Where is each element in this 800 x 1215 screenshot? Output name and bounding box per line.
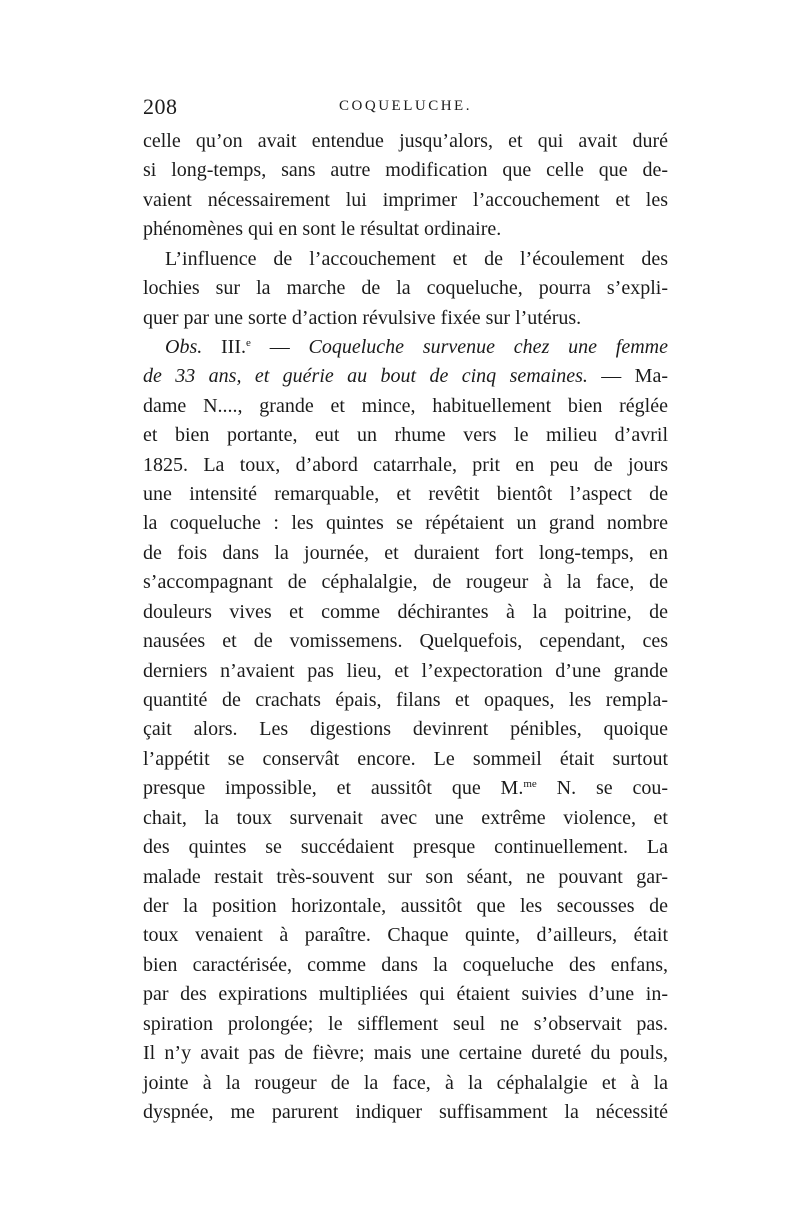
text-line: vaient nécessairement lui imprimer l’accouchement et les <box>143 188 668 211</box>
italic-text: Obs. <box>165 335 203 358</box>
text-line: une intensité remarquable, et revêtit bientôt l’aspect de <box>143 483 668 506</box>
text-line: douleurs vives et comme déchirantes à la poitrine, de <box>143 600 668 623</box>
text-line: dyspnée, me parurent indiquer suffisamment la nécessité <box>143 1100 668 1123</box>
text-line: l’appétit se conservât encore. Le sommeil était surtout <box>143 747 668 770</box>
text-line: derniers n’avaient pas lieu, et l’expectoration d’une grande <box>143 659 668 682</box>
text-line <box>143 774 668 803</box>
text-line: L’influence de l’accouchement et de l’écoulement des <box>165 247 668 270</box>
text-line: la coqueluche : les quintes se répétaient un grand nombre <box>143 512 668 535</box>
text-line: phénomènes qui en sont le résultat ordinaire. <box>143 218 502 241</box>
text-line: si long-temps, sans autre modification que celle que de- <box>143 159 668 182</box>
text-segment: — <box>250 335 309 358</box>
text-line: s’accompagnant de céphalalgie, de rougeur à la face, de <box>143 571 668 594</box>
italic-text: de 33 ans, et guérie au bout de cinq semaines. <box>143 365 588 388</box>
page-number: 208 <box>143 94 178 119</box>
text-line: der la position horizontale, aussitôt que les secousses de <box>143 894 668 917</box>
text-line: dame N...., grande et mince, habituellement bien réglée <box>143 394 668 417</box>
running-head: COQUELUCHE. <box>339 98 472 114</box>
text-segment: — Ma- <box>587 365 668 388</box>
text-line: des quintes se succédaient presque continuellement. La <box>143 836 668 859</box>
text-line: quantité de crachats épais, filans et opaques, les rempla- <box>143 689 668 712</box>
italic-text: Coqueluche survenue chez une femme <box>308 335 669 358</box>
text-line: jointe à la rougeur de la face, à la céphalalgie et à la <box>143 1071 668 1094</box>
text-line: chait, la toux survenait avec une extrême violence, et <box>143 806 668 829</box>
superscript: me <box>523 778 537 791</box>
text-segment: III. <box>202 335 247 358</box>
text-line <box>143 333 668 362</box>
superscript: e <box>246 336 251 349</box>
text-line: çait alors. Les digestions devinrent pénibles, quoique <box>143 718 668 741</box>
text-line: par des expirations multipliées qui étaient suivies d’une in- <box>143 983 668 1006</box>
text-segment: presque impossible, et aussitôt que M. <box>143 777 524 800</box>
text-line: de fois dans la journée, et duraient fort long-temps, en <box>143 541 668 564</box>
text-line: nausées et de vomissemens. Quelquefois, cependant, ces <box>143 630 668 653</box>
page-header <box>143 94 668 122</box>
text-line: quer par une sorte d’action révulsive fixée sur l’utérus. <box>143 306 582 329</box>
text-line: celle qu’on avait entendue jusqu’alors, et qui avait duré <box>143 130 668 152</box>
text-line: toux venaient à paraître. Chaque quinte, d’ailleurs, était <box>143 924 668 947</box>
text-line: malade restait très-souvent sur son séant, ne pouvant gar- <box>143 865 668 888</box>
text-line: 1825. La toux, d’abord catarrhale, prit en peu de jours <box>143 453 668 476</box>
text-line: et bien portante, eut un rhume vers le milieu d’avril <box>143 424 668 447</box>
text-line: spiration prolongée; le sifflement seul ne s’observait pas. <box>143 1012 668 1035</box>
body-text <box>143 127 668 1127</box>
text-line: Il n’y avait pas de fièvre; mais une certaine dureté du pouls, <box>143 1042 668 1065</box>
text-line: bien caractérisée, comme dans la coqueluche des enfans, <box>143 953 668 976</box>
text-segment: N. se cou- <box>536 777 668 800</box>
text-line <box>143 362 668 391</box>
text-line: lochies sur la marche de la coqueluche, pourra s’expli- <box>143 277 668 300</box>
